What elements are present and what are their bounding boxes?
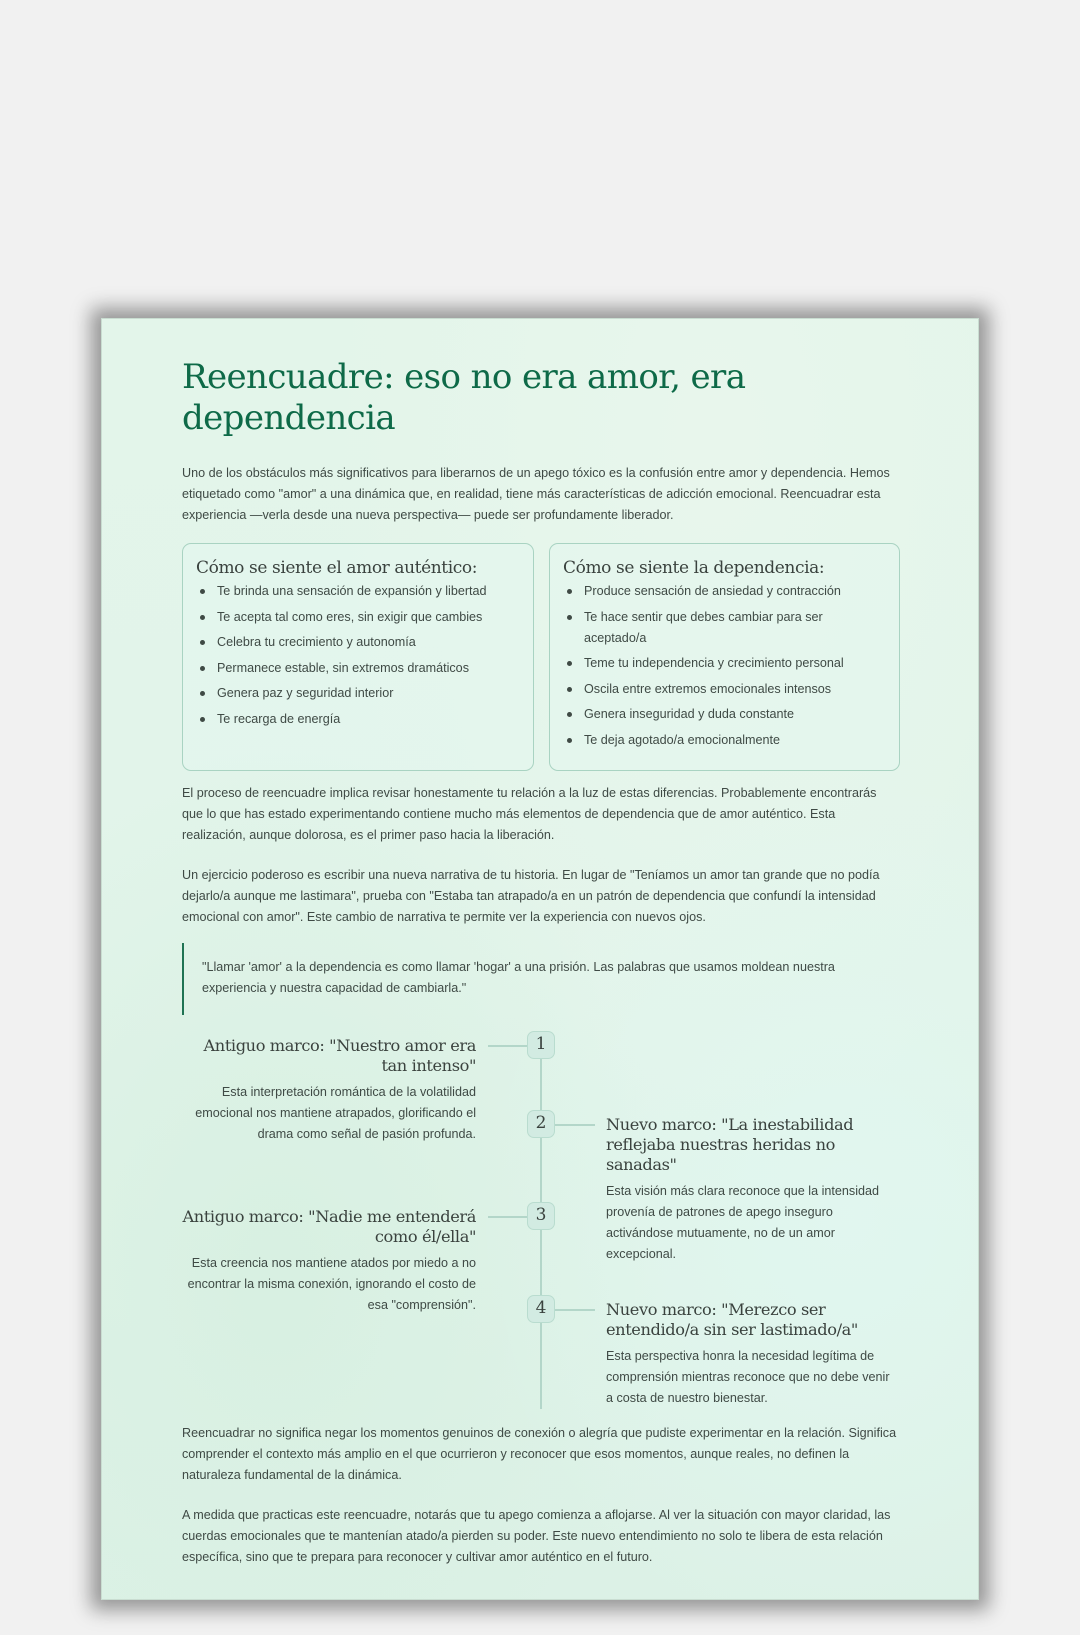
authentic-love-heading: Cómo se siente el amor auténtico: bbox=[196, 558, 478, 578]
timeline-marker-3: 3 bbox=[527, 1202, 555, 1230]
list-item-text: Te deja agotado/a emocionalmente bbox=[584, 732, 781, 747]
timeline-connector bbox=[555, 1124, 595, 1126]
list-item-text: Teme tu independencia y crecimiento personal bbox=[584, 656, 844, 670]
reframe-meaning-paragraph: Reencuadrar no significa negar los momentos genuinos de conexión o alegría que pudiste experimentar en la relación. Significa comprender el contexto más amplio en el que ocurrieron y reconocer que esos momentos, aunque reales, no definen la naturaleza fundamental de la dinámica. bbox=[182, 1426, 897, 1482]
list-item-text: Celebra tu crecimiento y autonomía bbox=[217, 635, 416, 649]
timeline-heading: Antiguo marco: "Nuestro amor era tan intenso" bbox=[203, 1036, 476, 1075]
timeline-marker-4: 4 bbox=[527, 1295, 555, 1323]
authentic-love-list bbox=[196, 581, 520, 730]
bullet-icon bbox=[567, 738, 572, 743]
bullet-icon bbox=[567, 712, 572, 717]
timeline-connector bbox=[555, 1309, 595, 1311]
list-item bbox=[563, 607, 886, 649]
dependency-card bbox=[549, 543, 900, 771]
timeline-item-4 bbox=[606, 1300, 900, 1409]
bullet-icon bbox=[200, 615, 205, 620]
bullet-icon bbox=[567, 661, 572, 666]
list-item-text: Te brinda una sensación de expansión y libertad bbox=[217, 584, 487, 598]
closing-paragraph: A medida que practicas este reencuadre, notarás que tu apego comienza a aflojarse. Al ver la situación con mayor claridad, las cuerdas emocionales que te mantenían atado/a pierden su poder. Este nuevo entendimiento no solo te libera de esta relación específica, sino que te prepara para reconocer y cultivar amor auténtico en el futuro. bbox=[182, 1508, 891, 1564]
list-item bbox=[563, 730, 886, 751]
bullet-icon bbox=[567, 615, 572, 620]
page-title: Reencuadre: eso no era amor, era dependencia bbox=[182, 357, 746, 438]
bullet-icon bbox=[200, 691, 205, 696]
bullet-icon bbox=[200, 666, 205, 671]
bullet-icon bbox=[200, 640, 205, 645]
timeline-connector bbox=[488, 1045, 528, 1047]
list-item-text: Te recarga de energía bbox=[217, 711, 341, 726]
timeline-connector bbox=[488, 1216, 528, 1218]
list-item bbox=[563, 653, 886, 674]
document-page bbox=[101, 318, 979, 1600]
list-item bbox=[563, 679, 886, 700]
timeline-text: Esta visión más clara reconoce que la intensidad provenía de patrones de apego inseguro activándose mutuamente, no de un amor excepcional. bbox=[606, 1184, 880, 1261]
list-item bbox=[196, 632, 520, 653]
authentic-love-card bbox=[182, 543, 534, 771]
list-item bbox=[196, 607, 520, 628]
dependency-heading: Cómo se siente la dependencia: bbox=[563, 558, 825, 578]
bullet-icon bbox=[567, 687, 572, 692]
timeline-marker-2: 2 bbox=[527, 1110, 555, 1138]
timeline-item-1 bbox=[182, 1036, 476, 1145]
intro-paragraph: Uno de los obstáculos más significativos para liberarnos de un apego tóxico es la confusión entre amor y dependencia. Hemos etiquetado como "amor" a una dinámica que, en realidad, tiene más características de adicción emocional. Reencuadrar esta experiencia —verla desde una nueva perspectiva— puede ser profundamente liberador. bbox=[182, 466, 890, 522]
list-item bbox=[196, 683, 520, 704]
list-item-text: Genera inseguridad y duda constante bbox=[584, 707, 795, 721]
narrative-exercise-paragraph: Un ejercicio poderoso es escribir una nueva narrativa de tu historia. En lugar de "Teníamos un amor tan grande que no podía dejarlo/a aunque me lastimara", prueba con "Estaba tan atrapado/a en un patrón de dependencia que confundí la intensidad emocional con amor". Este cambio de narrativa te permite ver la experiencia con nuevos ojos. bbox=[182, 868, 880, 924]
list-item bbox=[563, 581, 886, 602]
list-item-text: Genera paz y seguridad interior bbox=[217, 686, 394, 700]
pull-quote bbox=[182, 943, 900, 1015]
reframe-timeline bbox=[182, 1031, 900, 1441]
timeline-item-3 bbox=[182, 1207, 476, 1316]
timeline-heading: Nuevo marco: "Merezco ser entendido/a sin ser lastimado/a" bbox=[606, 1300, 858, 1339]
list-item bbox=[196, 658, 520, 679]
timeline-marker-1: 1 bbox=[527, 1031, 555, 1059]
list-item-text: Oscila entre extremos emocionales intensos bbox=[584, 681, 832, 696]
timeline-text: Esta creencia nos mantiene atados por miedo a no encontrar la misma conexión, ignorando el costo de esa "comprensión". bbox=[187, 1256, 476, 1312]
list-item bbox=[196, 709, 520, 730]
bullet-icon bbox=[200, 589, 205, 594]
timeline-heading: Nuevo marco: "La inestabilidad reflejaba nuestras heridas no sanadas" bbox=[606, 1115, 854, 1174]
list-item-text: Te acepta tal como eres, sin exigir que cambies bbox=[217, 609, 483, 624]
quote-text: "Llamar 'amor' a la dependencia es como llamar 'hogar' a una prisión. Las palabras que usamos moldean nuestra experiencia y nuestra capacidad de cambiarla." bbox=[202, 960, 835, 995]
timeline-text: Esta perspectiva honra la necesidad legítima de comprensión mientras reconoce que no debe venir a costa de nuestro bienestar. bbox=[606, 1349, 890, 1405]
bullet-icon bbox=[200, 717, 205, 722]
timeline-heading: Antiguo marco: "Nadie me entenderá como él/ella" bbox=[182, 1207, 476, 1246]
reframe-process-paragraph: El proceso de reencuadre implica revisar honestamente tu relación a la luz de estas diferencias. Probablemente encontrarás que lo que has estado experimentando contiene mucho más elementos de dependencia que de amor auténtico. Esta realización, aunque dolorosa, es el primer paso hacia la liberación. bbox=[182, 786, 877, 842]
list-item-text: Produce sensación de ansiedad y contracción bbox=[584, 584, 841, 598]
timeline-item-2 bbox=[606, 1115, 900, 1265]
bullet-icon bbox=[567, 589, 572, 594]
timeline-text: Esta interpretación romántica de la volatilidad emocional nos mantiene atrapados, glorificando el drama como señal de pasión profunda. bbox=[195, 1085, 476, 1141]
list-item bbox=[196, 581, 520, 602]
list-item-text: Te hace sentir que debes cambiar para ser aceptado/a bbox=[584, 609, 823, 645]
dependency-list bbox=[563, 581, 886, 751]
list-item bbox=[563, 704, 886, 725]
list-item-text: Permanece estable, sin extremos dramáticos bbox=[217, 660, 469, 675]
